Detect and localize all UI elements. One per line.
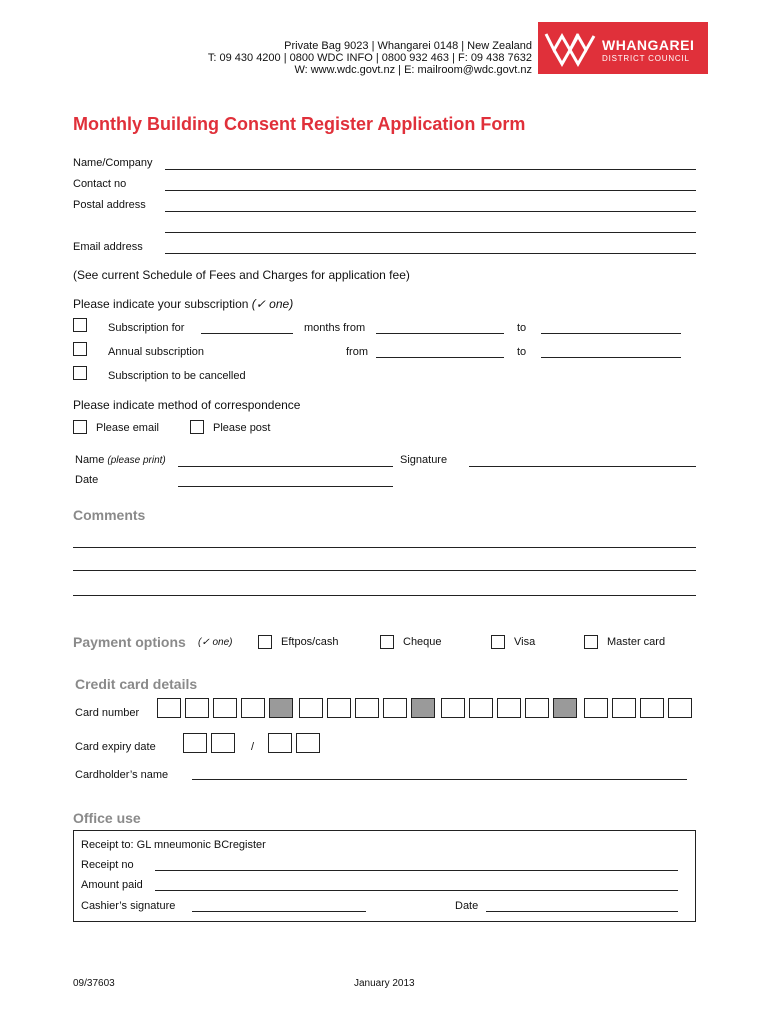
office-date-label: Date: [455, 900, 479, 912]
card-separator: [269, 698, 293, 718]
email-address-field[interactable]: [165, 253, 696, 254]
eftpos-cash-label: Eftpos/cash: [281, 636, 339, 648]
correspondence-prompt: Please indicate method of correspondence: [73, 398, 301, 412]
subscription-for-checkbox[interactable]: [73, 318, 87, 332]
applicant-name-label: Name (please print): [75, 454, 166, 466]
annual-from-field[interactable]: [376, 357, 504, 358]
header-contact: [170, 40, 532, 76]
please-print-note: (please print): [107, 455, 166, 466]
amount-paid-field[interactable]: [155, 890, 678, 891]
phone-line: T: 09 430 4200 | 0800 WDC INFO | 0800 932 463 | F: 09 438 7632: [207, 52, 532, 64]
card-digit-box[interactable]: [668, 698, 692, 718]
name-company-label: Name/Company: [73, 157, 153, 169]
please-post-checkbox[interactable]: [190, 420, 204, 434]
signature-field[interactable]: [469, 466, 696, 467]
credit-card-heading: Credit card details: [75, 676, 198, 692]
annual-subscription-checkbox[interactable]: [73, 342, 87, 356]
annual-to-field[interactable]: [541, 357, 681, 358]
subscription-cancelled-label: Subscription to be cancelled: [108, 370, 246, 382]
expiry-digit-box[interactable]: [211, 733, 235, 753]
expiry-digit-box[interactable]: [296, 733, 320, 753]
logo-name: WHANGAREI: [602, 37, 695, 53]
date-field[interactable]: [178, 486, 393, 487]
page-title: Monthly Building Consent Register Application Form: [73, 114, 526, 134]
applicant-name-field[interactable]: [178, 466, 393, 467]
card-number-label: Card number: [75, 707, 140, 719]
subscription-for-label: Subscription for: [108, 322, 185, 334]
card-digit-box[interactable]: [525, 698, 549, 718]
comments-heading: Comments: [73, 507, 146, 523]
date-label: Date: [75, 474, 99, 486]
subscription-to-field[interactable]: [541, 333, 681, 334]
annual-subscription-label: Annual subscription: [108, 346, 205, 358]
subscription-from-field[interactable]: [376, 333, 504, 334]
footer-ref: 09/37603: [73, 978, 115, 989]
council-logo: [538, 22, 708, 74]
fee-note: (See current Schedule of Fees and Charges for application fee): [73, 268, 410, 282]
please-email-label: Please email: [96, 422, 159, 434]
contact-no-field[interactable]: [165, 190, 696, 191]
card-digit-box[interactable]: [327, 698, 351, 718]
council-logo-mark-icon: [542, 22, 602, 74]
card-digit-box[interactable]: [241, 698, 265, 718]
card-digit-box[interactable]: [469, 698, 493, 718]
card-digit-box[interactable]: [185, 698, 209, 718]
card-expiry-label: Card expiry date: [75, 741, 156, 753]
amount-paid-label: Amount paid: [81, 879, 143, 891]
postal-address-label: Postal address: [73, 199, 146, 211]
master-card-label: Master card: [607, 636, 666, 648]
tick-one-note: (✓ one): [251, 297, 294, 311]
receipt-no-field[interactable]: [155, 870, 678, 871]
receipt-no-label: Receipt no: [81, 859, 134, 871]
logo-subtitle: DISTRICT COUNCIL: [602, 54, 690, 63]
master-card-checkbox[interactable]: [584, 635, 598, 649]
card-digit-box[interactable]: [355, 698, 379, 718]
expiry-digit-box[interactable]: [183, 733, 207, 753]
payment-tick-one-note: (✓ one): [198, 637, 233, 648]
card-digit-box[interactable]: [383, 698, 407, 718]
card-digit-box[interactable]: [299, 698, 323, 718]
card-digit-box[interactable]: [640, 698, 664, 718]
card-digit-box[interactable]: [157, 698, 181, 718]
expiry-slash: /: [251, 741, 255, 753]
address-line: Private Bag 9023 | Whangarei 0148 | New Zealand: [284, 40, 532, 52]
cheque-label: Cheque: [403, 636, 442, 648]
card-digit-box[interactable]: [213, 698, 237, 718]
postal-address-field[interactable]: [165, 211, 696, 212]
email-address-label: Email address: [73, 241, 143, 253]
cardholder-name-label: Cardholder’s name: [75, 769, 169, 781]
web-line: W: www.wdc.govt.nz | E: mailroom@wdc.govt.nz: [294, 64, 532, 76]
card-digit-box[interactable]: [584, 698, 608, 718]
subscription-prompt: Please indicate your subscription (✓ one): [73, 297, 294, 311]
expiry-digit-box[interactable]: [268, 733, 292, 753]
eftpos-cash-checkbox[interactable]: [258, 635, 272, 649]
cashier-signature-label: Cashier’s signature: [81, 900, 176, 912]
comments-line-1[interactable]: [73, 547, 696, 548]
card-separator: [553, 698, 577, 718]
contact-no-label: Contact no: [73, 178, 127, 190]
signature-label: Signature: [400, 454, 448, 466]
cardholder-name-field[interactable]: [192, 779, 687, 780]
name-company-field[interactable]: [165, 169, 696, 170]
annual-from-label: from: [346, 346, 368, 358]
card-digit-box[interactable]: [612, 698, 636, 718]
please-post-label: Please post: [213, 422, 271, 434]
receipt-to-label: Receipt to: GL mneumonic BCregister: [81, 839, 266, 851]
please-email-checkbox[interactable]: [73, 420, 87, 434]
visa-label: Visa: [514, 636, 536, 648]
footer-date: January 2013: [354, 978, 415, 989]
payment-options-heading: Payment options: [73, 634, 186, 650]
cashier-signature-field[interactable]: [192, 911, 366, 912]
subscription-cancelled-checkbox[interactable]: [73, 366, 87, 380]
office-date-field[interactable]: [486, 911, 678, 912]
subscription-to-label: to: [517, 322, 527, 334]
card-separator: [411, 698, 435, 718]
comments-line-3[interactable]: [73, 595, 696, 596]
cheque-checkbox[interactable]: [380, 635, 394, 649]
annual-to-label: to: [517, 346, 527, 358]
visa-checkbox[interactable]: [491, 635, 505, 649]
months-from-label: months from: [304, 322, 366, 334]
subscription-months-field[interactable]: [201, 333, 293, 334]
card-digit-box[interactable]: [441, 698, 465, 718]
comments-line-2[interactable]: [73, 570, 696, 571]
card-digit-box[interactable]: [497, 698, 521, 718]
postal-address-field-line-2[interactable]: [165, 232, 696, 233]
office-use-heading: Office use: [73, 810, 141, 826]
